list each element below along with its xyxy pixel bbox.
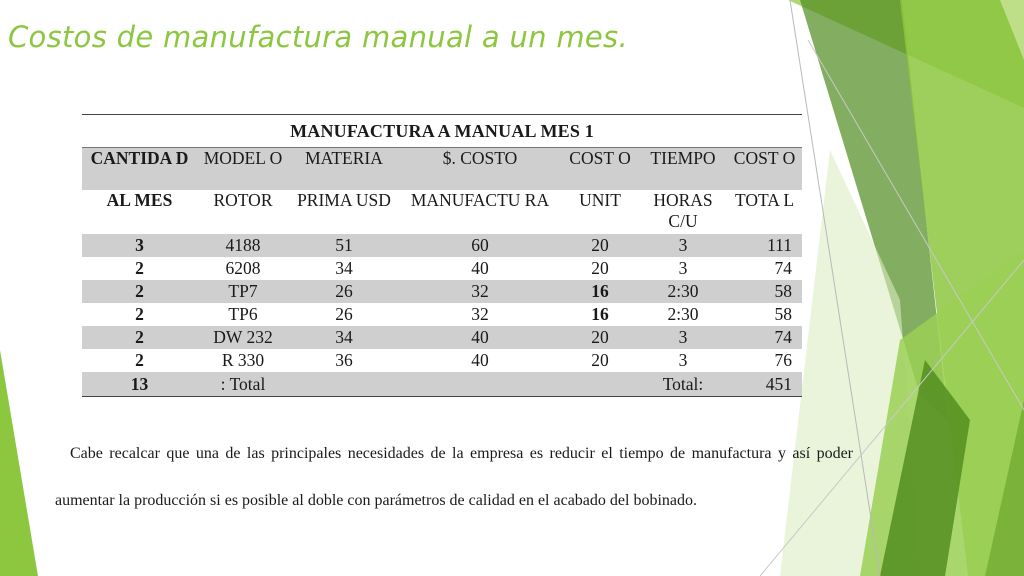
header-cell: TIEMPO	[639, 148, 727, 191]
header-cell: $. COSTO	[399, 148, 561, 191]
model-cell: TP6	[197, 303, 289, 326]
model-cell: R 330	[197, 349, 289, 372]
header-cell: TOTA L	[727, 190, 802, 234]
total-cost-cell: 76	[727, 349, 802, 372]
table-row	[82, 349, 802, 372]
material-cell: 26	[289, 303, 399, 326]
header-cell: ROTOR	[197, 190, 289, 234]
table-row	[82, 303, 802, 326]
quantity-cell: 2	[82, 303, 197, 326]
unit-cost-cell: 20	[561, 234, 639, 257]
header-cell: HORAS C/U	[639, 190, 727, 234]
header-row-1	[82, 148, 802, 191]
manufacture-cost-cell: 40	[399, 326, 561, 349]
table-row	[82, 234, 802, 257]
table-row	[82, 257, 802, 280]
time-cell: 3	[639, 257, 727, 280]
model-cell: TP7	[197, 280, 289, 303]
quantity-cell: 2	[82, 326, 197, 349]
quantity-cell: 2	[82, 349, 197, 372]
header-cell: MANUFACTU RA	[399, 190, 561, 234]
unit-cost-cell: 16	[561, 280, 639, 303]
quantity-cell: 3	[82, 234, 197, 257]
header-cell: CANTIDA D	[82, 148, 197, 191]
total-row	[82, 372, 802, 396]
header-row-2	[82, 190, 802, 234]
model-cell: DW 232	[197, 326, 289, 349]
manufacture-cost-cell: 40	[399, 257, 561, 280]
header-cell: AL MES	[82, 190, 197, 234]
slide-title: Costos de manufactura manual a un mes.	[8, 20, 628, 54]
total-quantity-cell: 13	[82, 372, 197, 396]
facet-left-corner	[0, 350, 38, 576]
table-row	[82, 280, 802, 303]
manufacturing-cost-table	[82, 114, 802, 397]
header-cell: MODEL O	[197, 148, 289, 191]
header-cell: UNIT	[561, 190, 639, 234]
time-cell: 3	[639, 234, 727, 257]
header-cell: PRIMA USD	[289, 190, 399, 234]
total-cost-cell: 74	[727, 326, 802, 349]
time-cell: 3	[639, 349, 727, 372]
empty-cell	[399, 372, 561, 396]
total-label-cell: : Total	[197, 372, 289, 396]
model-cell: 4188	[197, 234, 289, 257]
total-cost-cell: 58	[727, 280, 802, 303]
manufacture-cost-cell: 60	[399, 234, 561, 257]
table-row	[82, 326, 802, 349]
manufacture-cost-cell: 32	[399, 303, 561, 326]
cost-table	[82, 115, 802, 396]
material-cell: 34	[289, 326, 399, 349]
header-cell: MATERIA	[289, 148, 399, 191]
body-paragraph: Cabe recalcar que una de las principales necesidades de la empresa es reducir el tiempo de manufactura y así poder aumentar la producción si es posible al doble con parámetros de calidad en el acabado del bobinado.	[55, 445, 853, 509]
time-cell: 2:30	[639, 280, 727, 303]
total-cost-cell: 58	[727, 303, 802, 326]
table-body	[82, 148, 802, 397]
quantity-cell: 2	[82, 257, 197, 280]
material-cell: 51	[289, 234, 399, 257]
total-cost-cell: 74	[727, 257, 802, 280]
header-cell: COST O	[561, 148, 639, 191]
manufacture-cost-cell: 40	[399, 349, 561, 372]
material-cell: 36	[289, 349, 399, 372]
time-cell: 3	[639, 326, 727, 349]
total-time-label-cell: Total:	[639, 372, 727, 396]
unit-cost-cell: 20	[561, 349, 639, 372]
header-cell: COST O	[727, 148, 802, 191]
model-cell: 6208	[197, 257, 289, 280]
material-cell: 34	[289, 257, 399, 280]
grand-total-cell: 451	[727, 372, 802, 396]
manufacture-cost-cell: 32	[399, 280, 561, 303]
quantity-cell: 2	[82, 280, 197, 303]
total-cost-cell: 111	[727, 234, 802, 257]
empty-cell	[289, 372, 399, 396]
table-caption: MANUFACTURA A MANUAL MES 1	[82, 115, 802, 148]
empty-cell	[561, 372, 639, 396]
unit-cost-cell: 16	[561, 303, 639, 326]
time-cell: 2:30	[639, 303, 727, 326]
unit-cost-cell: 20	[561, 326, 639, 349]
unit-cost-cell: 20	[561, 257, 639, 280]
material-cell: 26	[289, 280, 399, 303]
